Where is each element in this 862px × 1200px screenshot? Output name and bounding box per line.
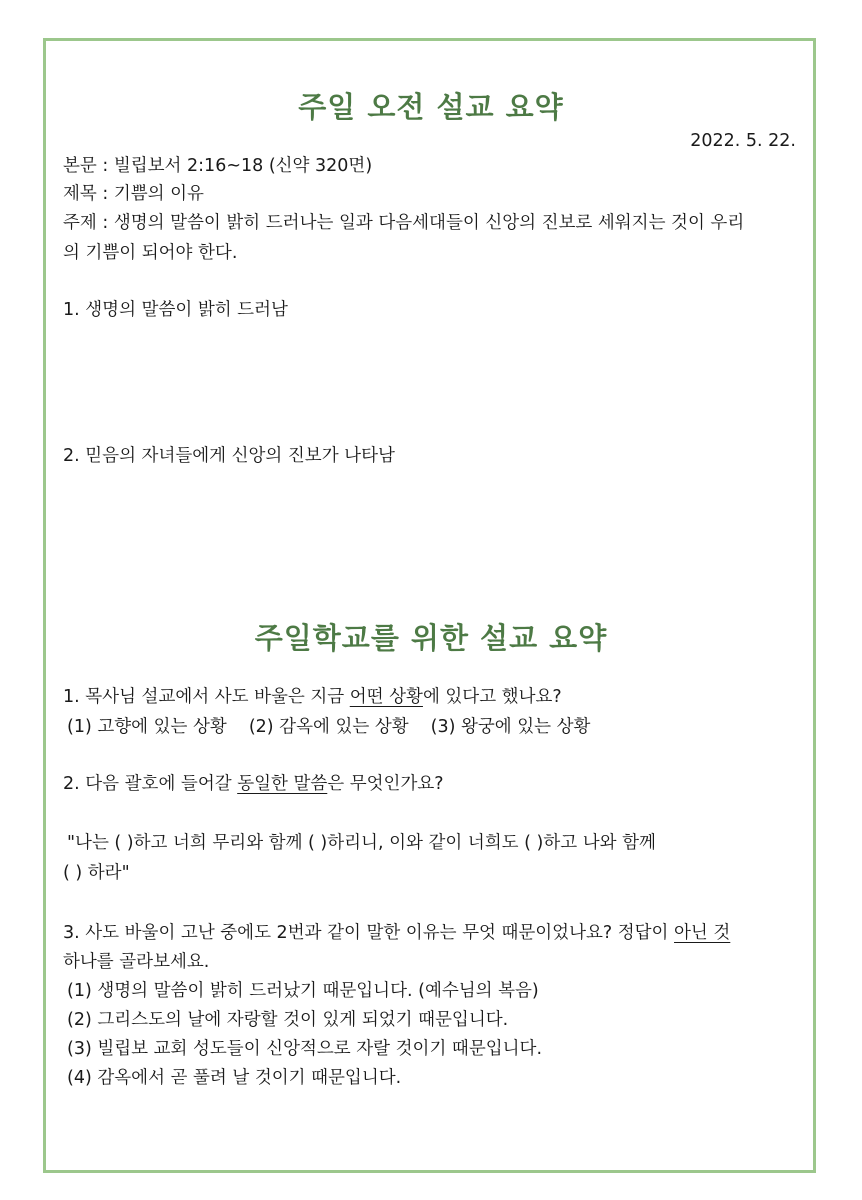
question-3 bbox=[63, 925, 730, 943]
subject-line bbox=[63, 186, 204, 204]
q1-option-3: (3) 왕궁에 있는 상황 bbox=[430, 717, 591, 737]
scripture-label: 본문 : bbox=[63, 156, 114, 176]
subject-label: 제목 : bbox=[63, 184, 114, 204]
theme-label: 주제 : bbox=[63, 213, 114, 233]
sermon-point-1: 1. 생명의 말씀이 밝히 드러남 bbox=[63, 300, 288, 320]
q3-option-4: (4) 감옥에서 곧 풀려 날 것이기 때문입니다. bbox=[67, 1068, 402, 1088]
question-3-prefix: 3. 사도 바울이 고난 중에도 2번과 같이 말한 이유는 무엇 때문이었나요? 정답이 bbox=[63, 923, 675, 943]
school-title: 주일학교를 위한 설교 요약 bbox=[254, 621, 608, 655]
theme-line bbox=[63, 215, 744, 233]
subject-text: 기쁨의 이유 bbox=[113, 184, 204, 204]
sermon-title: 주일 오전 설교 요약 bbox=[298, 90, 564, 124]
question-3-underlined: 아닌 것 bbox=[674, 923, 731, 943]
sermon-point-2: 2. 믿음의 자녀들에게 신앙의 진보가 나타남 bbox=[63, 446, 395, 466]
question-2-quote-2: ( ) 하라" bbox=[63, 863, 130, 883]
theme-text-1: 생명의 말씀이 밝히 드러나는 일과 다음세대들이 신앙의 진보로 세워지는 것이 우리 bbox=[113, 213, 745, 233]
scripture-text: 빌립보서 2:16~18 (신약 320면) bbox=[113, 156, 373, 176]
q1-option-2: (2) 감옥에 있는 상황 bbox=[248, 717, 409, 737]
q3-option-3: (3) 빌립보 교회 성도들이 신앙적으로 자랄 것이기 때문입니다. bbox=[67, 1039, 543, 1059]
q1-option-1: (1) 고향에 있는 상황 bbox=[67, 717, 227, 737]
question-3-continued: 하나를 골라보세요. bbox=[63, 952, 210, 972]
question-1-underlined: 어떤 상황 bbox=[349, 687, 423, 707]
question-2-suffix: 은 무엇인가요? bbox=[327, 774, 444, 794]
scripture-line bbox=[63, 158, 372, 176]
q3-option-1: (1) 생명의 말씀이 밝히 드러났기 때문입니다. (예수님의 복음) bbox=[67, 981, 539, 1001]
theme-line-continued: 의 기쁨이 되어야 한다. bbox=[63, 243, 238, 263]
question-2-prefix: 2. 다음 괄호에 들어갈 bbox=[63, 774, 238, 794]
question-2 bbox=[63, 776, 444, 794]
sermon-date: 2022. 5. 22. bbox=[690, 131, 796, 151]
question-2-underlined: 동일한 말씀 bbox=[237, 774, 328, 794]
page-border bbox=[43, 38, 816, 1173]
question-1-suffix: 에 있다고 했나요? bbox=[422, 687, 562, 707]
question-1 bbox=[63, 689, 562, 707]
question-2-quote-1: "나는 ( )하고 너희 무리와 함께 ( )하리니, 이와 같이 너희도 ( )하고 나와 함께 bbox=[67, 833, 656, 853]
question-1-options bbox=[67, 719, 612, 737]
q3-option-2: (2) 그리스도의 날에 자랑할 것이 있게 되었기 때문입니다. bbox=[67, 1010, 509, 1030]
question-1-prefix: 1. 목사님 설교에서 사도 바울은 지금 bbox=[63, 687, 350, 707]
